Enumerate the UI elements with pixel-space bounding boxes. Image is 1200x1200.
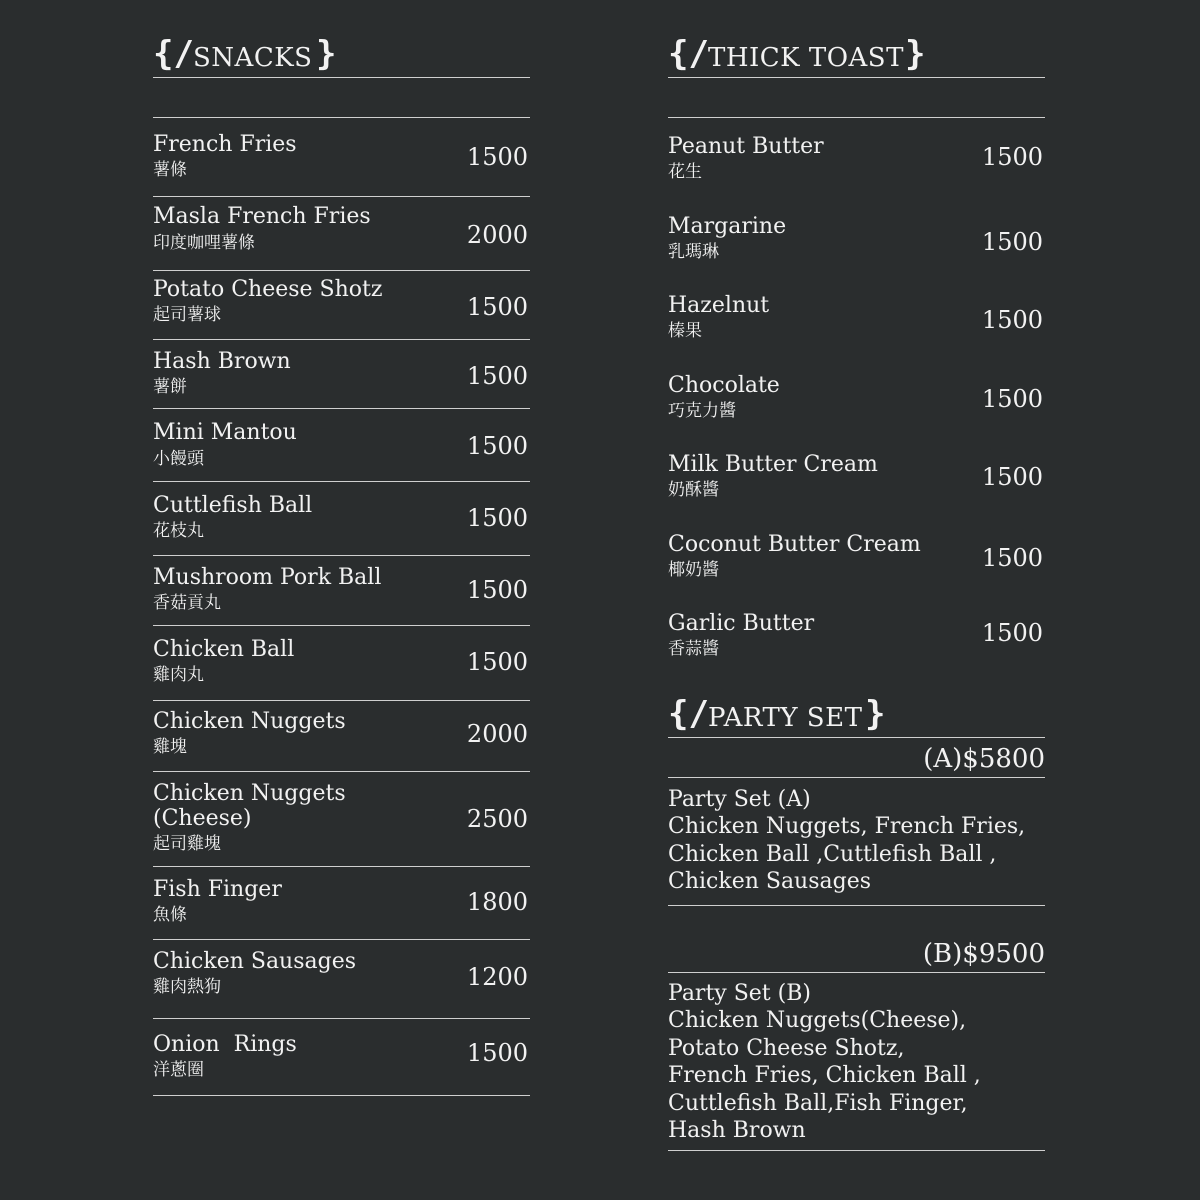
party-set-b-line: Hash Brown xyxy=(668,1118,806,1143)
party-set-a-line: Chicken Sausages xyxy=(668,869,872,894)
divider xyxy=(668,117,1045,118)
divider xyxy=(153,625,530,626)
item-name-zh: 花生 xyxy=(668,162,702,182)
item-name-zh: 魚條 xyxy=(153,905,187,925)
divider xyxy=(153,196,530,197)
item-price: 1500 xyxy=(981,385,1043,413)
item-price: 1500 xyxy=(981,143,1043,171)
item-name-zh: 香菇貢丸 xyxy=(153,593,221,613)
item-price: 2500 xyxy=(466,805,528,833)
item-price: 1500 xyxy=(981,306,1043,334)
brace-close-icon: } xyxy=(316,34,337,74)
party-set-b-price: (B)$9500 xyxy=(922,939,1045,969)
party-set-b-line: French Fries, Chicken Ball , xyxy=(668,1063,981,1088)
divider xyxy=(153,481,530,482)
item-name: Garlic Butter xyxy=(668,611,815,636)
item-name: Mini Mantou xyxy=(153,420,297,445)
snacks-column xyxy=(153,0,530,1200)
item-name-zh: 雞塊 xyxy=(153,737,187,757)
item-price: 1500 xyxy=(466,504,528,532)
item-name: Margarine xyxy=(668,214,787,239)
brace-open-icon: {/ xyxy=(668,34,709,74)
item-name: Fish Finger xyxy=(153,877,282,902)
item-name: Chicken Sausages xyxy=(153,949,357,974)
item-name-zh: 乳瑪琳 xyxy=(668,242,719,262)
divider xyxy=(153,1095,530,1096)
divider xyxy=(153,339,530,340)
item-name: Masla French Fries xyxy=(153,204,371,229)
item-price: 1500 xyxy=(466,293,528,321)
item-name-zh: 起司雞塊 xyxy=(153,834,221,854)
brace-close-icon: } xyxy=(865,694,886,734)
item-price: 2000 xyxy=(466,720,528,748)
item-name-zh: 奶酥醬 xyxy=(668,480,719,500)
divider xyxy=(153,1018,530,1019)
party-set-a-price: (A)$5800 xyxy=(923,744,1045,774)
item-name: Cuttlefish Ball xyxy=(153,493,313,518)
item-name-zh: 榛果 xyxy=(668,321,702,341)
item-price: 1500 xyxy=(466,143,528,171)
right-column xyxy=(668,0,1045,1200)
item-name: Peanut Butter xyxy=(668,134,824,159)
item-name-zh: 雞肉丸 xyxy=(153,665,204,685)
item-price: 1800 xyxy=(466,888,528,916)
item-name: Chicken Nuggets xyxy=(153,709,346,734)
item-name-zh: 薯餅 xyxy=(153,377,187,397)
item-price: 1500 xyxy=(981,619,1043,647)
snacks-title: SNACKS xyxy=(193,43,313,73)
party-set-b-line: Potato Cheese Shotz, xyxy=(668,1036,905,1061)
item-price: 1500 xyxy=(466,1039,528,1067)
item-name-zh: 小饅頭 xyxy=(153,449,204,469)
party-set-a-name: Party Set (A) xyxy=(668,787,811,812)
divider xyxy=(153,866,530,867)
thick-toast-heading xyxy=(668,17,1045,78)
divider xyxy=(668,972,1045,973)
divider xyxy=(153,771,530,772)
item-name: Chicken Nuggets xyxy=(153,781,346,806)
item-price: 1500 xyxy=(981,228,1043,256)
divider xyxy=(153,270,530,271)
party-set-b-name: Party Set (B) xyxy=(668,981,811,1006)
item-price: 1500 xyxy=(466,362,528,390)
item-price: 1500 xyxy=(466,576,528,604)
divider xyxy=(668,777,1045,778)
item-name-zh: 巧克力醬 xyxy=(668,401,736,421)
item-name-zh: 椰奶醬 xyxy=(668,560,719,580)
item-name-zh: 花枝丸 xyxy=(153,521,204,541)
item-price: 1500 xyxy=(466,432,528,460)
divider xyxy=(153,408,530,409)
item-name: Mushroom Pork Ball xyxy=(153,565,382,590)
party-set-title: PARTY SET xyxy=(708,703,863,733)
item-name: Potato Cheese Shotz xyxy=(153,277,383,302)
item-name-line2: (Cheese) xyxy=(153,806,252,831)
item-name: Chicken Ball xyxy=(153,637,295,662)
thick-toast-title: THICK TOAST xyxy=(708,43,904,73)
brace-open-icon: {/ xyxy=(153,34,194,74)
snacks-heading xyxy=(153,17,530,78)
item-name-zh: 印度咖哩薯條 xyxy=(153,233,255,253)
brace-close-icon: } xyxy=(905,34,926,74)
item-name-zh: 雞肉熱狗 xyxy=(153,977,221,997)
item-name-zh: 洋蔥圈 xyxy=(153,1060,204,1080)
divider xyxy=(153,700,530,701)
party-set-heading xyxy=(668,677,1045,738)
party-set-b-line: Cuttlefish Ball,Fish Finger, xyxy=(668,1091,968,1116)
item-name: French Fries xyxy=(153,132,297,157)
item-name-zh: 香蒜醬 xyxy=(668,639,719,659)
item-name: Milk Butter Cream xyxy=(668,452,878,477)
item-name: Hazelnut xyxy=(668,293,770,318)
brace-open-icon: {/ xyxy=(668,694,709,734)
item-name: Onion Rings xyxy=(153,1032,297,1057)
divider xyxy=(153,555,530,556)
party-set-b-line: Chicken Nuggets(Cheese), xyxy=(668,1008,967,1033)
party-set-a-line: Chicken Nuggets, French Fries, xyxy=(668,814,1026,839)
item-price: 1200 xyxy=(466,963,528,991)
divider xyxy=(668,905,1045,906)
item-name: Coconut Butter Cream xyxy=(668,532,921,557)
item-price: 1500 xyxy=(981,544,1043,572)
item-name-zh: 薯條 xyxy=(153,160,187,180)
divider xyxy=(668,1150,1045,1151)
item-name: Hash Brown xyxy=(153,349,291,374)
item-name-zh: 起司薯球 xyxy=(153,305,221,325)
item-name: Chocolate xyxy=(668,373,780,398)
divider xyxy=(153,939,530,940)
item-price: 1500 xyxy=(981,463,1043,491)
divider xyxy=(153,117,530,118)
item-price: 1500 xyxy=(466,648,528,676)
party-set-a-line: Chicken Ball ,Cuttlefish Ball , xyxy=(668,842,997,867)
item-price: 2000 xyxy=(466,221,528,249)
